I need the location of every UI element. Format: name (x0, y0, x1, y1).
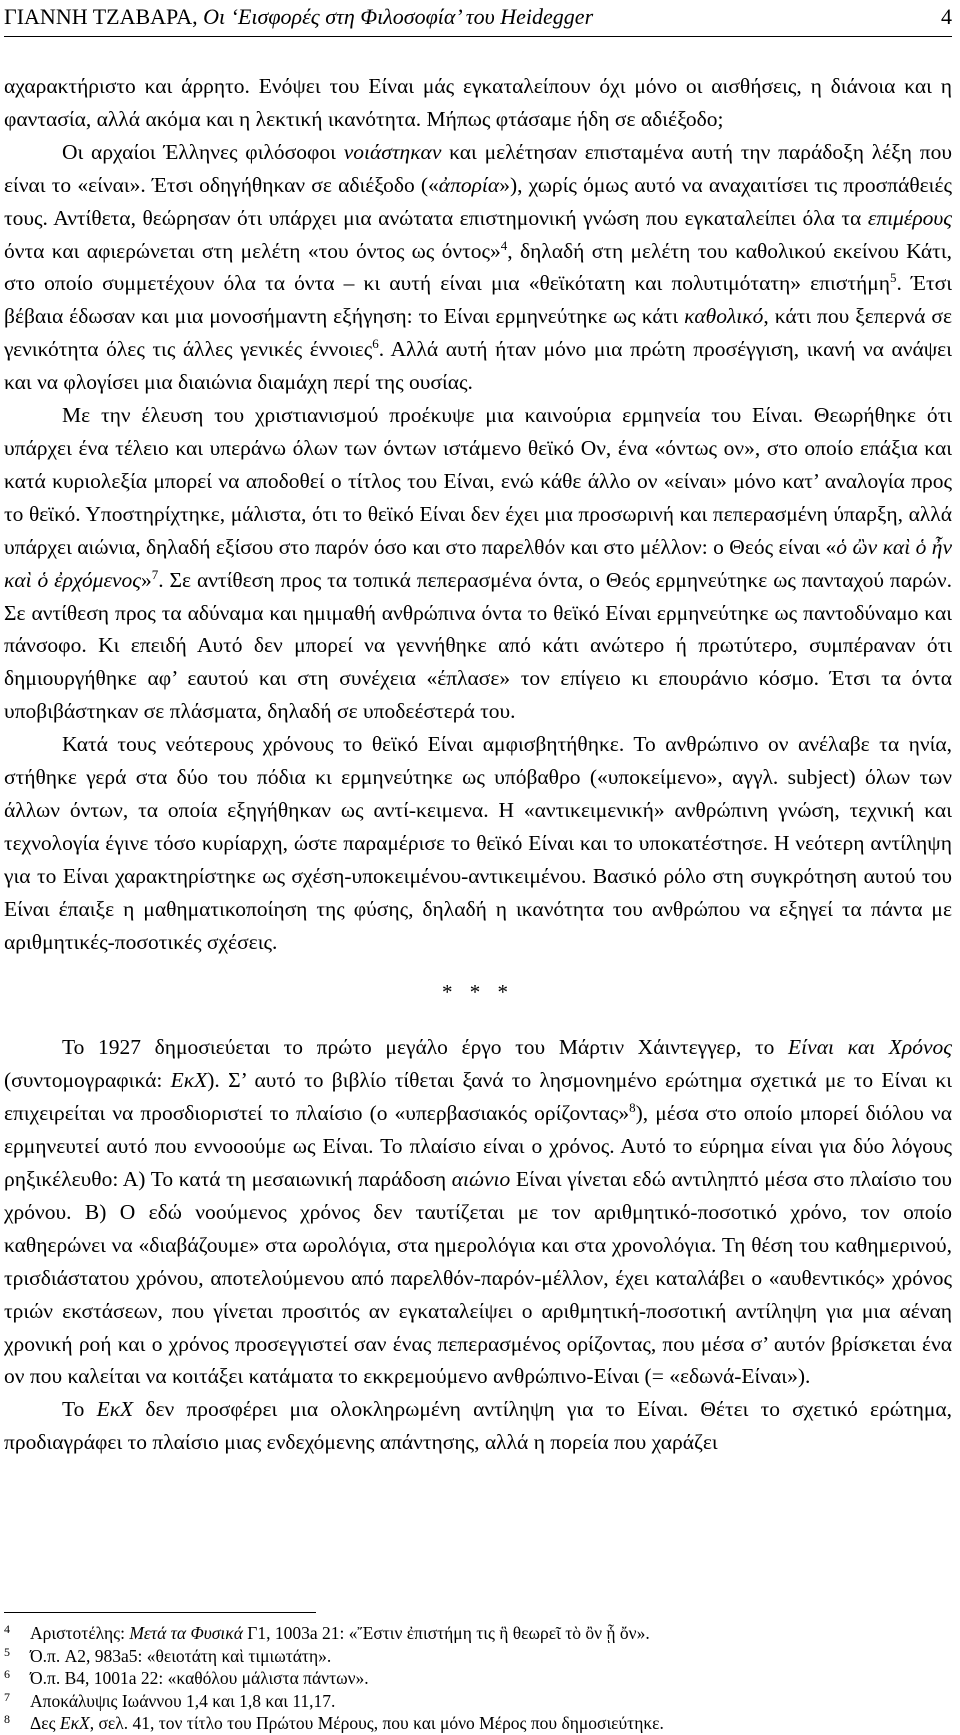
footnote-text: Αριστοτέλης: (30, 1623, 130, 1643)
text-run: ), μέσα στο οποίο μπορεί διόλου να ερμηνευτεί αυτό που εννοοούμε ως Είναι. Το πλαίσιο είναι ο χρόνος. Αυτό το εύρημα είναι για δύο λόγους ρηξικέλευθο: Α) Το κατά τη μεσαιωνική παράδοση (4, 1101, 952, 1191)
footnote-4 (4, 1622, 952, 1645)
footnote-ref-6[interactable]: 6 (372, 336, 379, 352)
text-run: (συντομογραφικά: (4, 1068, 171, 1093)
footnote-text: Δες (30, 1713, 60, 1734)
footnote-ref-4[interactable]: 4 (500, 237, 508, 253)
text-run: Το 1927 δημοσιεύεται το πρώτο μεγάλο έργο του Μάρτιν Χάιντεγγερ, το (62, 1035, 789, 1060)
italic-run: ΕκΧ (96, 1397, 134, 1422)
page-number: 4 (941, 4, 952, 29)
text-run: και μελέτησαν επισταμένα αυτή την παράδοξη λέξη που είναι το «είναι». Έτσι οδηγήθηκαν σε αδιέξοδο (« (4, 139, 952, 197)
text-run: . Αλλά αυτή ήταν μόνο μια πρώτη προσέγγιση, ικανή να ανάψει και να φλογίσει μια διαιώνια διαμάχη περί της ουσίας. (4, 337, 952, 395)
footnote-number: 5 (4, 1644, 10, 1659)
italic-run: ΕκΧ (170, 1068, 208, 1093)
running-header (4, 2, 952, 32)
text-run: όντα και αφιερώνεται στη μελέτη «του όντος ως όντος» (4, 238, 501, 263)
footnote-text: Ό.π. B4, 1001a 22: «καθόλου μάλιστα πάντων». (30, 1668, 369, 1689)
footnotes (4, 1622, 952, 1735)
italic-run: αιώνιο (451, 1167, 511, 1191)
italic-run: νοιάστηκαν (343, 139, 442, 164)
footnote-text: , σελ. 41, τον τίτλο του Πρώτου Μέρους, που και μόνο Μέρος που δημοσιεύτηκε. (89, 1713, 664, 1734)
paragraph-5 (4, 1031, 952, 1393)
text-run: Είναι γίνεται εδώ αντιληπτό μέσα στο πλαίσιο του χρόνου. Β) Ο εδώ νοούμενος χρόνος δεν ταυτίζεται με τον αριθμητικό-ποσοτικό χρόνο, τον οποίο καθηερώνει να «διαβάζουμε» στα ωρολόγια, στα ημερολόγια και στα χρονολόγια. Τη θέση του καθημερινού, τρισδιάστατου χρόνου, αποτελούμενου από παρελθόν-παρόν-μέλλον, έχει καταλάβει ο «αυθεντικός» χρόνος τριών εκστάσεων, που γίνεται προσιτός αν εγκαταλείψει ο αριθμητική-ποσοτική αντίληψη για μια αέναη χρονική ροή και ο χρόνος προσεγγιστεί σαν ένας πεπερασμένος ορίζοντας, που μέσα σ’ αυτόν βρίσκεται ένα ον που καλείται να κοιτάξει κατάματα το εκκρεμούμενο ανθρώπινο-Είναι (= «εδωνά-Είναι»). (4, 1167, 952, 1389)
italic-run: ὁ ὢν καὶ ὁ ἦν καὶ ὁ ἐρχόμενος (4, 534, 952, 592)
header-author: ΓΙΑΝΝΗ ΤΖΑΒΑΡΑ, (4, 4, 204, 29)
text-run: Το (62, 1397, 97, 1422)
footnote-text: Γ1, 1003a 21: «Ἔστιν ἐπιστήμη τις ἣ θεωρεῖ τὸ ὂν ᾗ ὄν». (242, 1623, 650, 1643)
paragraph-1 (4, 70, 952, 136)
italic-run: ἀπορία (438, 172, 500, 197)
footnote-8 (4, 1712, 952, 1735)
footnote-number: 6 (4, 1667, 10, 1682)
text-run: δεν προσφέρει μια ολοκληρωμένη αντίληψη για το Είναι. Θέτει το σχετικό ερώτημα, προδιαγράφει το πλαίσιο μιας ενδεχόμενης απάντησης, αλλά η πορεία που χαράζει (4, 1397, 952, 1455)
italic-run: Είναι και Χρόνος (788, 1035, 952, 1060)
paragraph-3 (4, 399, 952, 728)
header-divider (4, 36, 952, 37)
paragraph-4 (4, 728, 952, 958)
text-run: . Σε αντίθεση προς τα τοπικά πεπερασμένα όντα, ο Θεός ερμηνεύτηκε ως πανταχού παρών. Σε αντίθεση προς τα αδύναμα και ημιμαθή ανθρώπινα όντα το θεϊκό Είναι ερμηνεύτηκε ως παντοδύναμο και πάνσοφο. Κι επειδή Αυτό δεν μπορεί να γεννήθηκε από κάτι ανώτερο ή πρωτύτερο, συμπέραναν ότι δημιουργήθηκε αφ’ εαυτού και στη συνέχεια «έπλασε» τον επίγειο κι επουράνιο κόσμο. Έτσι τα όντα υποβιβάστηκαν σε πλάσματα, δηλαδή σε υποδεέστερά του. (4, 567, 952, 724)
text-run: Με την έλευση του χριστιανισμού προέκυψε μια καινούρια ερμηνεία του Είναι. Θεωρήθηκε ότι υπάρχει ένα τέλειο και υπεράνω όλων των όντων ιστάμενο θεϊκό Ον, ένα «όντως ον», στο οποίο επάξια και κατά κυριολεξία μπορεί να αποδοθεί ο τίτλος του Είναι, ενώ κάθε άλλο ον «είναι» μόνο κατ’ αναλογία προς το θεϊκό. Υποστηρίχτηκε, μάλιστα, ότι το θεϊκό Είναι δεν έχει μια προσωρινή και πεπερασμένη ύπαρξη, αλλά υπάρχει αιώνια, δηλαδή εξίσου στο παρόν όσο και στο παρελθόν και στο μέλλον: ο Θεός είναι « (4, 403, 952, 559)
text-run: , κάτι που ξεπερνά σε γενικότητα όλες τις άλλες γενικές έννοιες (4, 304, 952, 362)
section-separator: * * * (442, 980, 514, 1005)
footnote-number: 8 (4, 1712, 10, 1727)
header-book-title: Οι ‘Εισφορές στη Φιλοσοφία’ του Heidegger (203, 4, 594, 29)
paragraph-6 (4, 1393, 952, 1459)
text-run: Οι αρχαίοι Έλληνες φιλόσοφοι (62, 139, 344, 164)
footnote-number: 4 (4, 1622, 10, 1636)
footnote-ref-8[interactable]: 8 (629, 1100, 636, 1116)
italic-run: επιμέρους (867, 205, 952, 230)
text-run: . Έτσι βέβαια έδωσαν και μια μονοσήμαντη εξήγηση: το Είναι ερμηνεύτηκε ως κάτι (4, 271, 952, 329)
text-run: » (140, 567, 152, 592)
footnote-5 (4, 1645, 952, 1668)
text-run: ). Σ’ αυτό το βιβλίο τίθεται ξανά το λησμονημένο ερώτημα σχετικά με το Είναι κι επιχειρείται να προσδιοριστεί το πλαίσιο (ο «υπερβασιακός ορίζοντας» (4, 1068, 952, 1126)
footnote-number: 7 (4, 1689, 10, 1704)
text-run: Κατά τους νεότερους χρόνους το θεϊκό Είναι αμφισβητήθηκε. Το ανθρώπινο ον ανέλαβε τα ηνία, στήθηκε γερά στα δύο του πόδια κι ερμηνεύτηκε ως υπόβαθρο («υποκείμενο», αγγλ. subject) όλων των άλλων όντων, τα οποία εξηγήθηκαν ως αντί-κειμενα. Η «αντικειμενική» ανθρώπινη γνώση, τεχνική και τεχνολογία έγινε τόσο κυρίαρχη, ώστε παραμέρισε το θεϊκό Είναι και το υποκατέστησε. Η νεότερη αντίληψη για το Είναι χαρακτηρίστηκε ως σχέση-υποκειμένου-αντικειμένου. Βασικό ρόλο στη συγκρότηση αυτού του Είναι έπαιξε η μαθηματικοποίηση της φύσης, δηλαδή η ικανότητα του ανθρώπου να εξηγεί τα πάντα με αριθμητικές-ποσοτικές σχέσεις. (4, 732, 952, 954)
body-text (4, 70, 952, 1459)
header-title (4, 2, 593, 32)
footnote-divider (4, 1612, 316, 1613)
footnote-italic: ΕκΧ (59, 1713, 90, 1734)
footnote-italic: Μετά τα Φυσικά (129, 1623, 243, 1643)
text-run: »), χωρίς όμως αυτό να αναχαιτίσει τις προσπάθειές τους. Αντίθετα, θεώρησαν ότι υπάρχει μια ανώτατα επιστημονική γνώση που εγκαταλείπει όλα τα (4, 172, 953, 230)
paragraph-2 (4, 136, 952, 399)
footnote-6 (4, 1667, 952, 1690)
footnote-ref-7[interactable]: 7 (151, 566, 159, 582)
text-run: αχαρακτήριστο και άρρητο. Ενόψει του Είναι μάς εγκαταλείπουν όχι μόνο οι αισθήσεις, η διάνοια και η φαντασία, αλλά ακόμα και η λεκτική ικανότητα. Μήπως φτάσαμε ήδη σε αδιέξοδο; (4, 74, 952, 131)
footnote-ref-5[interactable]: 5 (890, 270, 897, 286)
footnote-7 (4, 1690, 952, 1713)
italic-run: καθολικό (684, 304, 764, 329)
footnote-text: Ό.π. A2, 983a5: «θειοτάτη καὶ τιμιωτάτη». (30, 1645, 332, 1666)
footnote-text: Αποκάλυψις Ιωάννου 1,4 και 1,8 και 11,17. (30, 1690, 336, 1711)
text-run: , δηλαδή στη μελέτη του καθολικού εκείνου Κάτι, στο οποίο συμμετέχουν όλα τα όντα – κι αυτή είναι μια «θεϊκότατη και πολυτιμότατη» επιστήμη (4, 238, 952, 296)
